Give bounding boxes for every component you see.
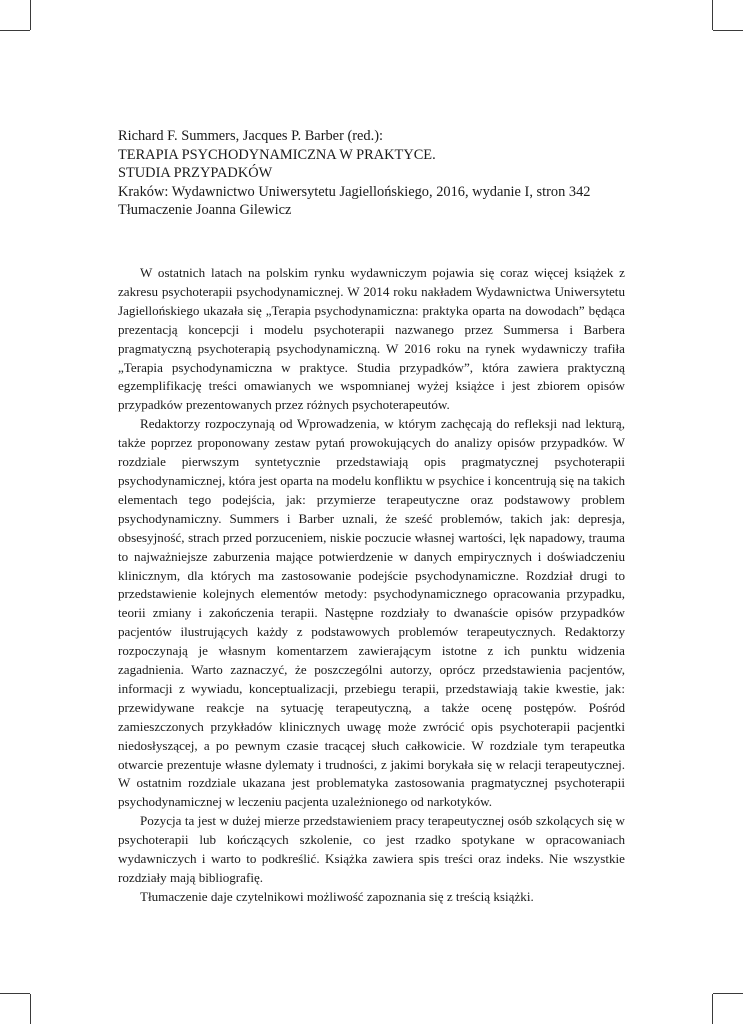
review-header	[118, 127, 638, 220]
crop-mark-bottom-right-h	[713, 993, 743, 994]
review-body	[118, 264, 625, 907]
paragraph-4: Tłumaczenie daje czytelnikowi możliwość zapoznania się z treścią książki.	[140, 888, 534, 904]
paragraph-1: W ostatnich latach na polskim rynku wydawniczym pojawia się coraz więcej książek z zakresu psychoterapii psychodynamicznej. W 2014 roku nakładem Wydawnictwa Uniwersytetu Jagiellońskiego ukazała się „Terapia psychodynamiczna: praktyka oparta na dowodach” będąca prezentacją koncepcji i modelu psychoterapii nazwanego przez Summersa i Barbera pragmatyczną psychoterapią psychodynamiczną. W 2016 roku na rynek wydawniczy trafiła „Terapia psychodynamiczna w praktyce. Studia przypadków”, która zawiera praktyczną egzemplifikację treści omawianych we wspomnianej wyżej książce i jest zbiorem opisów przypadków prezentowanych przez różnych psychoterapeutów.	[118, 265, 625, 413]
paragraph-2: Redaktorzy rozpoczynają od Wprowadzenia, w którym zachęcają do refleksji nad lekturą, także poprzez proponowany zestaw pytań prowokujących do analizy opisów przypadków. W rozdziale pierwszym syntetycznie przedstawiają opis pragmatycznej psychoterapii psychodynamicznej, która jest oparta na modelu konfliktu w psychice i koncentrują się na takich elementach tego podejścia, jak: przymierze terapeutyczne oraz podstawowy problem psychodynamiczny. Summers i Barber uznali, że sześć problemów, takich jak: depresja, obsesyjność, strach przed porzuceniem, niskie poczucie własnej wartości, lęk napadowy, trauma to najważniejsze zaburzenia mające potwierdzenie w danych empirycznych i doświadczeniu klinicznym, dla których ma zastosowanie podejście psychodynamiczne. Rozdział drugi to przedstawienie kolejnych elementów metody: psychodynamicznego opracowania przypadku, teorii zmiany i zakończenia terapii. Następne rozdziały to dwanaście opisów przypadków pacjentów ilustrujących każdy z podstawowych problemów terapeutycznych. Redaktorzy rozpoczynają je własnym komentarzem zawierającym istotne z ich punktu widzenia zagadnienia. Warto zaznaczyć, że poszczególni autorzy, oprócz przedstawienia pacjentów, informacji z wywiadu, konceptualizacji, przebiegu terapii, przedstawiają takie kwestie, jak: przewidywane reakcje na sytuację terapeutyczną, a także ocenę postępów. Pośród zamieszczonych przykładów klinicznych uwagę może zwrócić opis psychoterapii pacjentki niedosłyszącej, a po pewnym czasie tracącej słuch całkowicie. W rozdziale tym terapeutka otwarcie prezentuje własne dylematy i trudności, z jakimi borykała się w relacji terapeutycznej. W ostatnim rozdziale ukazana jest problematyka zastosowania pragmatycznej psychoterapii psychodynamicznej w leczeniu pacjenta uzależnionego od narkotyków.	[118, 416, 625, 810]
crop-mark-top-left	[30, 0, 31, 30]
crop-mark-top-right	[712, 0, 713, 30]
translator: Tłumaczenie Joanna Gilewicz	[118, 202, 292, 219]
crop-mark-bottom-left-h	[0, 993, 30, 994]
crop-mark-top-right-h	[713, 30, 743, 31]
book-title-line-1: TERAPIA PSYCHODYNAMICZNA W PRAKTYCE.	[118, 146, 436, 163]
publication-info: Kraków: Wydawnictwo Uniwersytetu Jagiellońskiego, 2016, wydanie I, stron 342	[118, 183, 591, 200]
crop-mark-top-left-h	[0, 30, 30, 31]
crop-mark-bottom-right	[712, 994, 713, 1024]
book-title-line-2: STUDIA PRZYPADKÓW	[118, 165, 273, 182]
book-authors: Richard F. Summers, Jacques P. Barber (red.):	[118, 128, 384, 144]
paragraph-3: Pozycja ta jest w dużej mierze przedstawieniem pracy terapeutycznej osób szkolących się w psychoterapii lub kończących szkolenie, co jest rzadko spotykane w opracowaniach wydawniczych i warto to podkreślić. Książka zawiera spis treści oraz indeks. Nie wszystkie rozdziały mają bibliografię.	[118, 813, 625, 885]
crop-mark-bottom-left	[30, 994, 31, 1024]
